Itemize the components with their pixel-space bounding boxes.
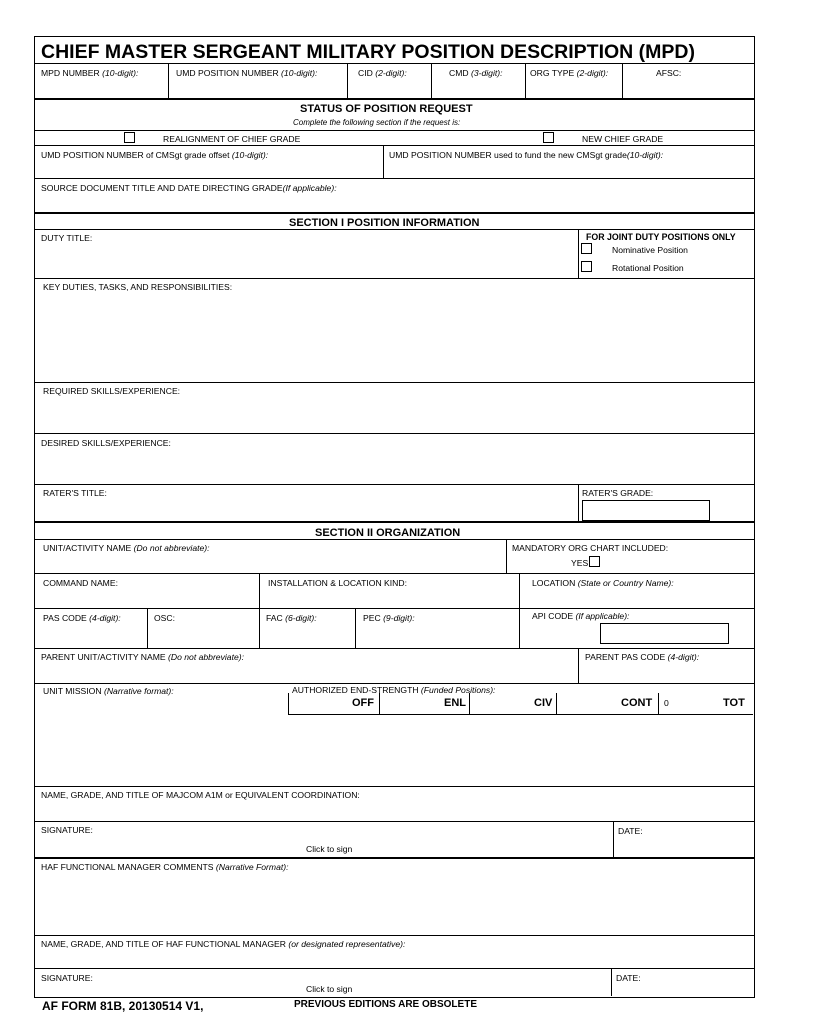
pas-code-label: PAS CODE (4-digit): (43, 613, 121, 623)
cmd-label: CMD (3-digit): (449, 68, 503, 78)
duty-title-field[interactable] (36, 244, 576, 276)
realignment-checkbox[interactable] (124, 132, 135, 143)
haf-manager-field[interactable] (36, 950, 752, 966)
tot-label: TOT (723, 697, 745, 709)
required-skills-label: REQUIRED SKILLS/EXPERIENCE: (43, 386, 181, 396)
parent-pas-code-field[interactable] (580, 663, 752, 682)
desired-skills-label: DESIRED SKILLS/EXPERIENCE: (41, 438, 171, 448)
enl-label: ENL (444, 697, 466, 709)
previous-editions-note: PREVIOUS EDITIONS ARE OBSOLETE (294, 999, 477, 1010)
section-2-title: SECTION II ORGANIZATION (315, 527, 461, 539)
command-name-field[interactable] (36, 589, 257, 607)
off-label: OFF (352, 697, 374, 709)
parent-unit-field[interactable] (36, 663, 576, 682)
off-field[interactable] (290, 695, 350, 713)
form-number: AF FORM 81B, 20130514 V1, (42, 999, 204, 1013)
unit-activity-name-field[interactable] (36, 554, 504, 572)
click-to-sign-1[interactable]: Click to sign (306, 844, 353, 854)
api-code-label: API CODE (If applicable): (532, 611, 630, 621)
cid-label: CID (2-digit): (358, 68, 407, 78)
haf-manager-label: NAME, GRADE, AND TITLE OF HAF FUNCTIONAL MANAGER (or designated representative): (41, 939, 406, 949)
raters-grade-field[interactable] (582, 500, 710, 521)
majcom-coordination-field[interactable] (36, 801, 752, 819)
key-duties-field[interactable] (36, 293, 752, 380)
osc-label: OSC: (154, 613, 176, 623)
haf-comments-field[interactable] (36, 873, 752, 933)
date-label-1: DATE: (618, 826, 643, 836)
rotational-position-checkbox[interactable] (581, 261, 592, 272)
mpd-number-field[interactable] (36, 79, 166, 97)
desired-skills-field[interactable] (36, 449, 752, 482)
pec-field[interactable] (357, 624, 517, 646)
form-title: CHIEF MASTER SERGEANT MILITARY POSITION DESCRIPTION (MPD) (41, 41, 695, 63)
cont-value[interactable]: 0 (664, 698, 669, 708)
unit-activity-name-label: UNIT/ACTIVITY NAME (Do not abbreviate): (43, 543, 210, 553)
duty-title-label: DUTY TITLE: (41, 233, 93, 243)
date-field-2[interactable] (613, 984, 752, 996)
key-duties-label: KEY DUTIES, TASKS, AND RESPONSIBILITIES: (43, 282, 233, 292)
location-label: LOCATION (State or Country Name): (532, 578, 674, 588)
mpd-number-label: MPD NUMBER (10-digit): (41, 68, 139, 78)
pas-code-field[interactable] (36, 624, 145, 646)
rotational-position-label: Rotational Position (612, 263, 684, 273)
api-code-field[interactable] (600, 623, 729, 644)
raters-title-label: RATER'S TITLE: (43, 488, 107, 498)
haf-comments-label: HAF FUNCTIONAL MANAGER COMMENTS (Narrative Format): (41, 862, 289, 872)
location-field[interactable] (521, 589, 752, 607)
signature-label-2: SIGNATURE: (41, 973, 93, 983)
org-chart-yes-checkbox[interactable] (589, 556, 600, 567)
command-name-label: COMMAND NAME: (43, 578, 118, 588)
source-document-label: SOURCE DOCUMENT TITLE AND DATE DIRECTING GRADE(If applicable): (41, 183, 337, 193)
installation-label: INSTALLATION & LOCATION KIND: (268, 578, 407, 588)
nominative-position-checkbox[interactable] (581, 243, 592, 254)
enl-field[interactable] (381, 695, 441, 713)
date-label-2: DATE: (616, 973, 641, 983)
osc-field[interactable] (149, 624, 257, 646)
pec-label: PEC (9-digit): (363, 613, 415, 623)
source-document-field[interactable] (36, 194, 752, 210)
joint-duty-heading: FOR JOINT DUTY POSITIONS ONLY (586, 232, 736, 242)
parent-unit-label: PARENT UNIT/ACTIVITY NAME (Do not abbreviate): (41, 652, 244, 662)
realignment-label: REALIGNMENT OF CHIEF GRADE (163, 134, 301, 144)
section-1-title: SECTION I POSITION INFORMATION (289, 217, 480, 229)
majcom-coordination-label: NAME, GRADE, AND TITLE OF MAJCOM A1M or EQUIVALENT COORDINATION: (41, 790, 360, 800)
umd-position-number-field[interactable] (170, 79, 345, 97)
installation-field[interactable] (261, 589, 517, 607)
parent-pas-code-label: PARENT PAS CODE (4-digit): (585, 652, 700, 662)
cmd-field[interactable] (433, 79, 523, 97)
civ-field[interactable] (471, 695, 531, 713)
org-chart-label: MANDATORY ORG CHART INCLUDED: (512, 543, 669, 553)
civ-label: CIV (534, 697, 553, 709)
unit-mission-label: UNIT MISSION (Narrative format): (43, 686, 174, 696)
new-chief-grade-label: NEW CHIEF GRADE (582, 134, 664, 144)
signature-label-1: SIGNATURE: (41, 825, 93, 835)
org-type-field[interactable] (527, 79, 620, 97)
status-section-title: STATUS OF POSITION REQUEST (300, 103, 473, 115)
afsc-field[interactable] (624, 79, 752, 97)
afsc-label: AFSC: (656, 68, 682, 78)
raters-grade-label: RATER'S GRADE: (582, 488, 654, 498)
fac-label: FAC (6-digit): (266, 613, 317, 623)
unit-mission-field[interactable] (36, 716, 752, 784)
umd-offset-label: UMD POSITION NUMBER of CMSgt grade offset (10-digit): (41, 150, 269, 160)
required-skills-field[interactable] (36, 397, 752, 431)
org-chart-yes-label: YES (571, 558, 589, 568)
umd-offset-field[interactable] (36, 161, 381, 177)
end-strength-label: AUTHORIZED END-STRENGTH (Funded Positions): (292, 685, 496, 695)
nominative-position-label: Nominative Position (612, 245, 688, 255)
status-subtitle: Complete the following section if the request is: (293, 118, 461, 127)
cid-field[interactable] (349, 79, 429, 97)
raters-title-field[interactable] (36, 499, 576, 519)
umd-fund-field[interactable] (385, 161, 752, 177)
umd-fund-label: UMD POSITION NUMBER used to fund the new CMSgt grade(10-digit): (389, 150, 664, 160)
cont-label: CONT (621, 697, 653, 709)
umd-position-number-label: UMD POSITION NUMBER (10-digit): (176, 68, 318, 78)
fac-field[interactable] (261, 624, 353, 646)
click-to-sign-2[interactable]: Click to sign (306, 984, 353, 994)
org-type-label: ORG TYPE (2-digit): (530, 68, 609, 78)
new-chief-grade-checkbox[interactable] (543, 132, 554, 143)
date-field-1[interactable] (615, 837, 752, 855)
